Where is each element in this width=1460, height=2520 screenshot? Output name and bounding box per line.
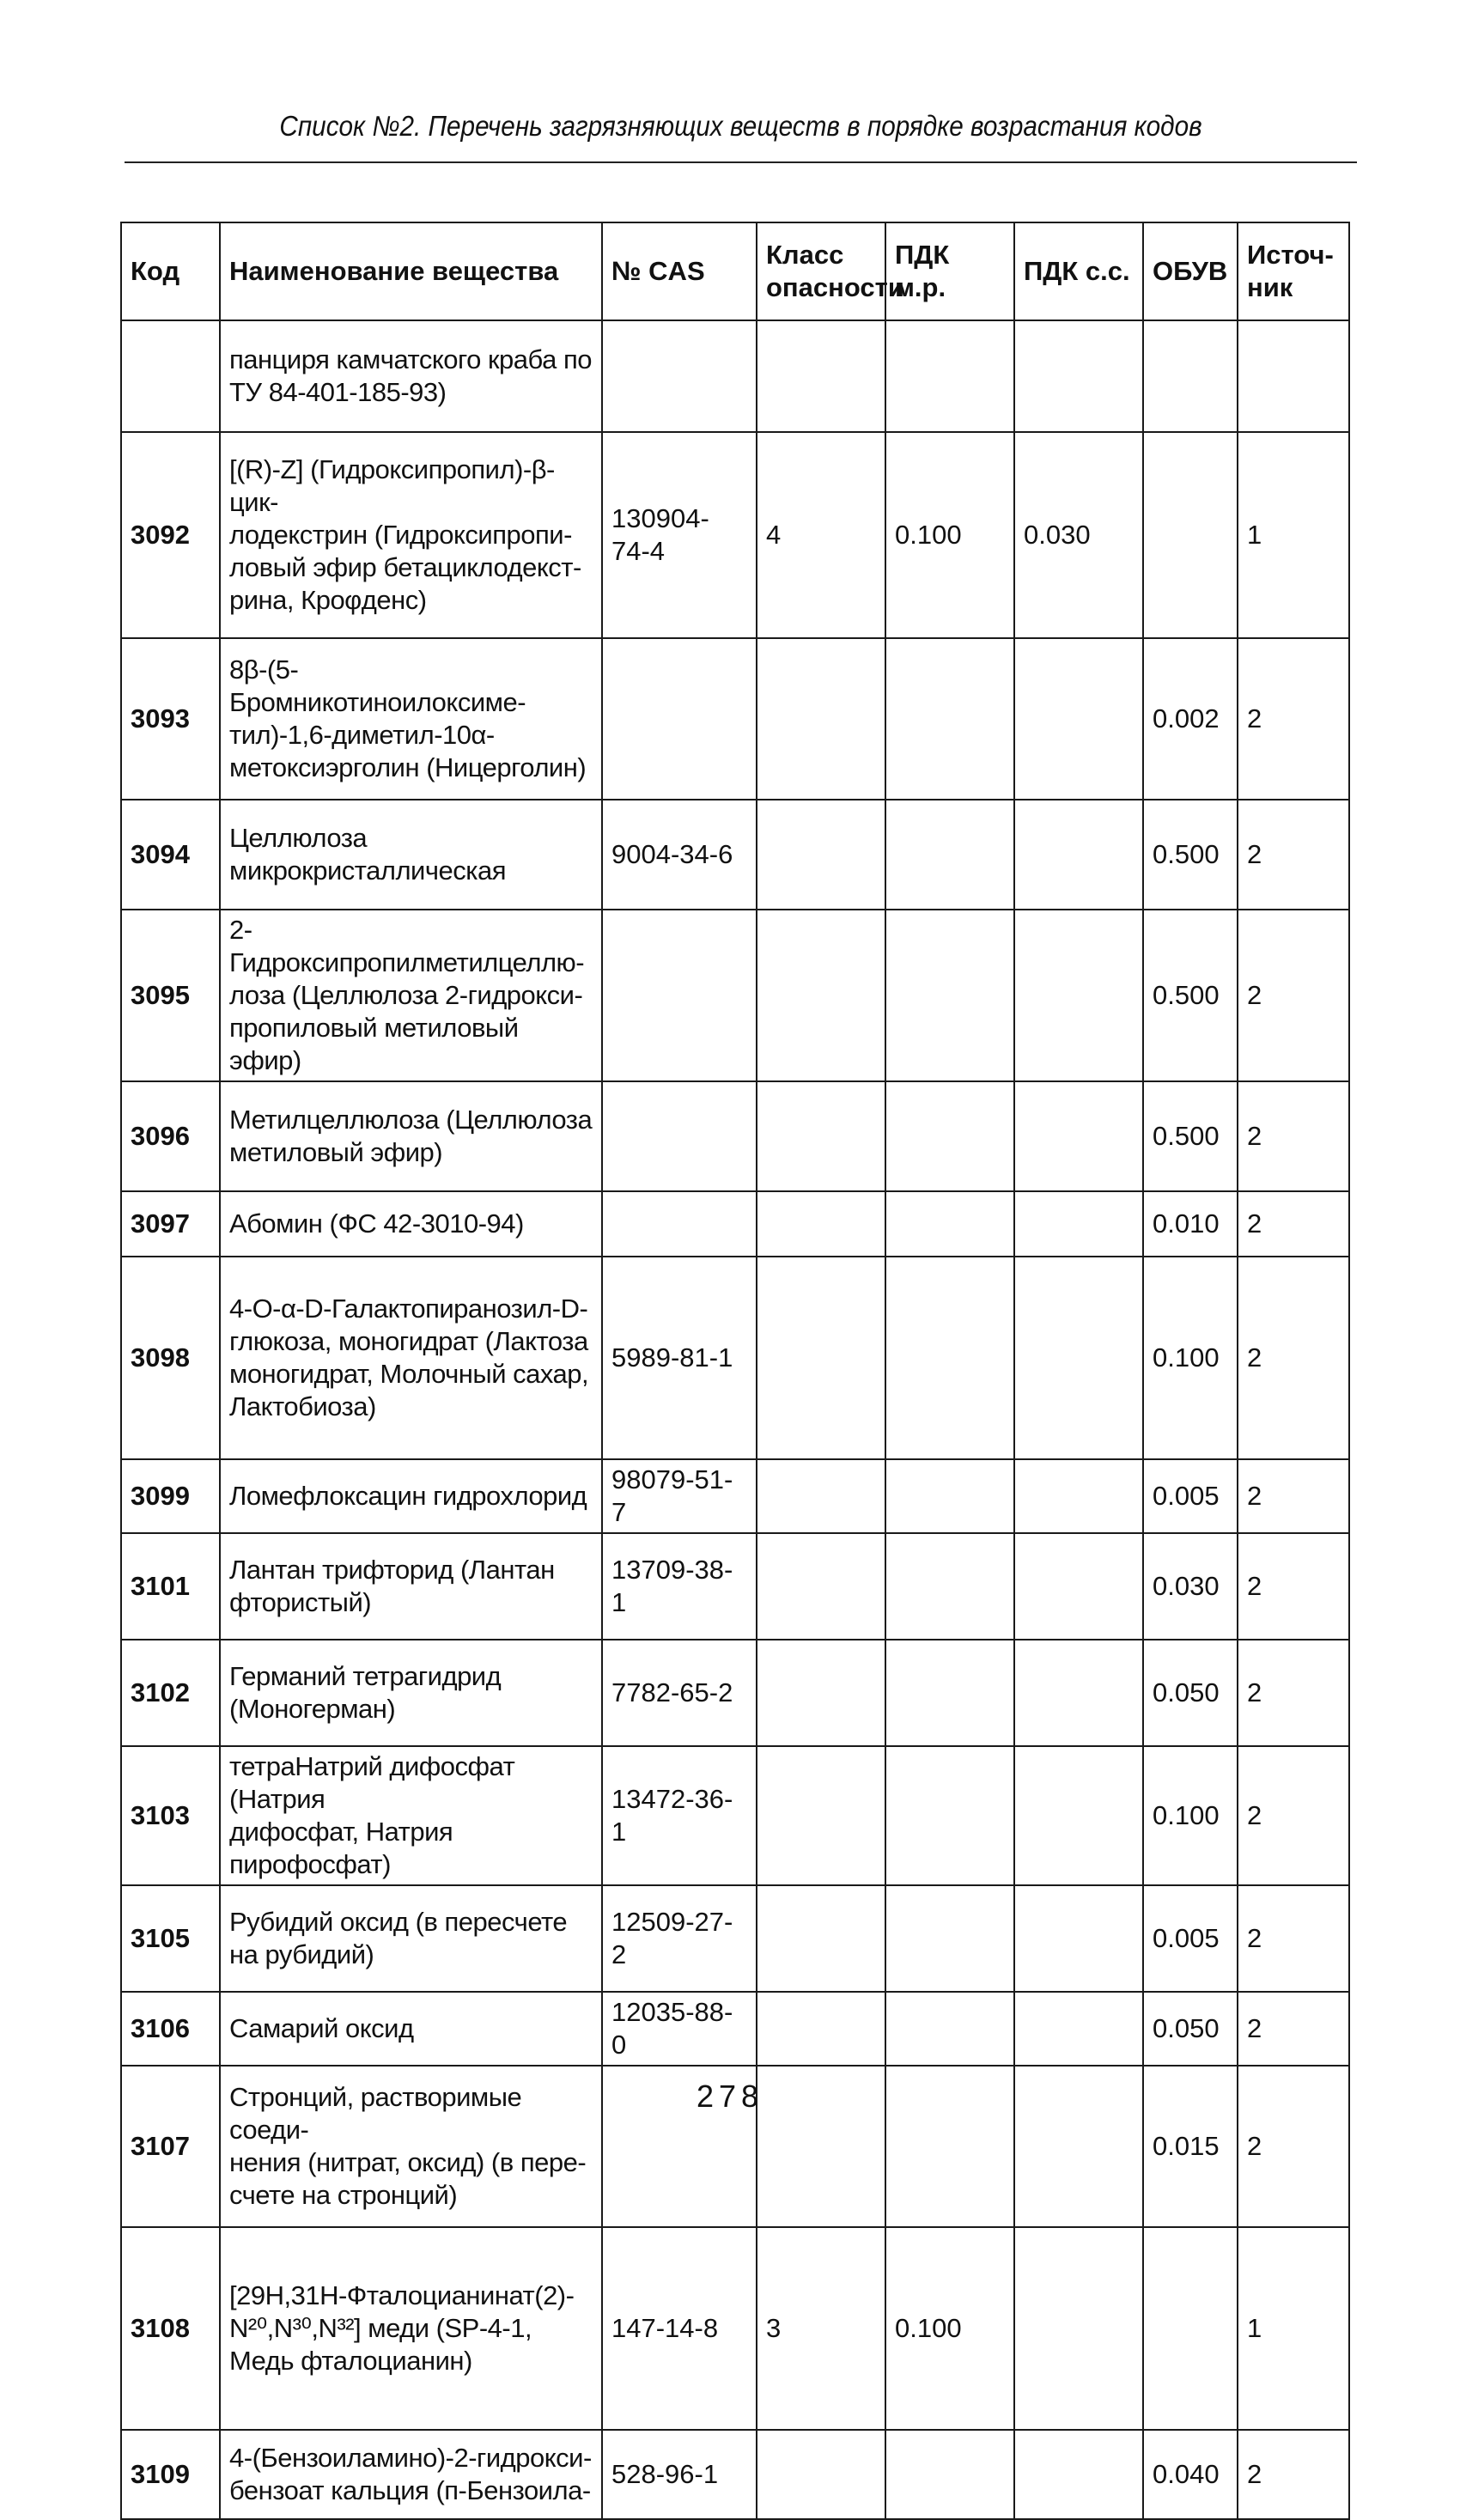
column-header-obuv: ОБУВ [1143,222,1238,320]
table-row [121,1257,1349,1459]
cell-name-line: тил)-1,6-диметил-10α- [229,720,495,750]
cell-name-line: панциря камчатского краба по [229,344,592,374]
cell-name-line: 2-Гидроксипропилметилцеллю- [229,915,585,977]
cell-code: 3109 [121,2430,220,2519]
cell-obuv: 0.050 [1143,1640,1238,1746]
cell-code: 3092 [121,432,220,638]
cell-code: 3098 [121,1257,220,1459]
cell-name-line: фтористый) [229,1587,372,1617]
cell-code: 3094 [121,800,220,910]
cell-cas: 98079-51-7 [602,1459,757,1533]
table-row [121,800,1349,910]
cell-name-line: [(R)-Z] (Гидроксипропил)-β-цик- [229,454,555,517]
cell-pdk-ss [1014,638,1143,800]
table-row [121,1640,1349,1746]
cell-pdk-ss [1014,1746,1143,1885]
cell-obuv: 0.100 [1143,1746,1238,1885]
cell-cas [602,1191,757,1257]
cell-name-line: Самарий оксид [229,2013,414,2043]
cell-pdk-mr [885,638,1014,800]
cell-name [220,1081,602,1191]
cell-hazard-class [757,1885,885,1992]
column-header-name: Наименование вещества [220,222,602,320]
column-header-hazard-class: Класс опасности [757,222,885,320]
cell-obuv [1143,320,1238,432]
cell-cas: 5989-81-1 [602,1257,757,1459]
cell-code: 3107 [121,2066,220,2227]
cell-name-line: рина, Кроφденс) [229,585,427,615]
cell-name [220,1257,602,1459]
cell-cas [602,638,757,800]
cell-obuv: 0.500 [1143,1081,1238,1191]
cell-code [121,320,220,432]
cell-source: 2 [1238,638,1349,800]
cell-name-line: лодекстрин (Гидроксипропи- [229,520,572,550]
cell-pdk-ss [1014,1992,1143,2066]
cell-pdk-mr [885,1459,1014,1533]
cell-name-line: счете на стронций) [229,2180,458,2210]
cell-code: 3093 [121,638,220,800]
cell-name-line: 8β-(5-Бромникотиноилоксиме- [229,654,526,717]
cell-name [220,1533,602,1640]
table-row [121,1533,1349,1640]
cell-name-line: лоза (Целлюлоза 2-гидрокси- [229,980,583,1010]
cell-pdk-ss: 0.030 [1014,432,1143,638]
cell-name [220,1191,602,1257]
cell-name [220,320,602,432]
cell-hazard-class [757,1746,885,1885]
cell-source: 1 [1238,432,1349,638]
cell-pdk-ss [1014,1081,1143,1191]
cell-name-line: бензоат кальция (п-Бензоила- [229,2475,591,2505]
cell-hazard-class [757,1191,885,1257]
cell-pdk-ss [1014,1533,1143,1640]
column-header-pdk-ss: ПДК с.с. [1014,222,1143,320]
cell-obuv: 0.500 [1143,910,1238,1081]
cell-name [220,1885,602,1992]
cell-cas: 9004-34-6 [602,800,757,910]
column-header-source: Источ-ник [1238,222,1349,320]
cell-code: 3097 [121,1191,220,1257]
cell-name-line: нения (нитрат, оксид) (в пере- [229,2147,587,2177]
table-header-row [121,222,1349,320]
table-row [121,1885,1349,1992]
cell-name-line: глюкоза, моногидрат (Лактоза [229,1326,588,1356]
cell-cas: 13472-36-1 [602,1746,757,1885]
cell-name [220,2227,602,2430]
cell-pdk-ss [1014,1191,1143,1257]
table-row [121,432,1349,638]
cell-name-line: Метилцеллюлоза (Целлюлоза [229,1105,593,1135]
table-row [121,1746,1349,1885]
cell-hazard-class [757,320,885,432]
cell-source: 2 [1238,1081,1349,1191]
cell-hazard-class [757,1992,885,2066]
cell-cas [602,320,757,432]
cell-code: 3096 [121,1081,220,1191]
cell-name-line: метиловый эфир) [229,1137,443,1167]
cell-cas: 12509-27-2 [602,1885,757,1992]
cell-name-line: N²⁰,N³⁰,N³²] меди (SP-4-1, [229,2313,532,2343]
cell-pdk-ss [1014,1459,1143,1533]
cell-source: 2 [1238,910,1349,1081]
cell-code: 3095 [121,910,220,1081]
cell-obuv: 0.100 [1143,1257,1238,1459]
cell-name-line: Целлюлоза [229,823,368,853]
table-row [121,1081,1349,1191]
cell-name-line: моногидрат, Молочный сахар, [229,1359,589,1389]
cell-pdk-mr [885,2430,1014,2519]
cell-pdk-mr [885,1992,1014,2066]
cell-pdk-ss [1014,2430,1143,2519]
cell-obuv [1143,2227,1238,2430]
cell-obuv: 0.030 [1143,1533,1238,1640]
cell-name-line: Лантан трифторид (Лантан [229,1555,555,1585]
cell-source: 2 [1238,1257,1349,1459]
page-number: 278 [696,2079,764,2114]
cell-cas: 7782-65-2 [602,1640,757,1746]
cell-cas [602,910,757,1081]
table-row [121,320,1349,432]
column-header-pdk-mr: ПДК м.р. [885,222,1014,320]
header-divider [125,161,1357,163]
substances-table [120,222,1350,2520]
cell-name-line: ловый эфир бетациклодекст- [229,552,581,582]
cell-source: 2 [1238,2430,1349,2519]
table-row [121,1459,1349,1533]
cell-hazard-class [757,1257,885,1459]
cell-pdk-ss [1014,800,1143,910]
cell-source [1238,320,1349,432]
cell-pdk-ss [1014,320,1143,432]
table-row [121,910,1349,1081]
cell-name [220,910,602,1081]
cell-pdk-ss [1014,1640,1143,1746]
cell-name-line: [29H,31H-Фталоцианинат(2)- [229,2280,575,2310]
cell-name [220,1640,602,1746]
cell-pdk-ss [1014,1885,1143,1992]
cell-cas: 13709-38-1 [602,1533,757,1640]
cell-name-line: 4-О-α-D-Галактопиранозил-D- [229,1293,588,1324]
cell-name-line: дифосфат, Натрия пирофосфат) [229,1817,453,1879]
cell-pdk-mr [885,320,1014,432]
cell-cas: 528-96-1 [602,2430,757,2519]
cell-name-line: Германий тетрагидрид [229,1661,502,1691]
cell-code: 3105 [121,1885,220,1992]
cell-obuv: 0.015 [1143,2066,1238,2227]
cell-pdk-mr [885,1885,1014,1992]
table-row [121,1992,1349,2066]
table-row [121,2430,1349,2519]
cell-name-line: 4-(Бензоиламино)-2-гидрокси- [229,2443,592,2473]
cell-source: 2 [1238,1992,1349,2066]
cell-pdk-mr [885,1081,1014,1191]
cell-hazard-class [757,1459,885,1533]
cell-pdk-ss [1014,1257,1143,1459]
cell-pdk-mr [885,800,1014,910]
cell-name [220,800,602,910]
cell-hazard-class: 4 [757,432,885,638]
cell-name-line: метоксиэрголин (Ницерголин) [229,752,587,782]
cell-obuv: 0.010 [1143,1191,1238,1257]
cell-cas: 147-14-8 [602,2227,757,2430]
table-body [121,320,1349,2519]
cell-code: 3101 [121,1533,220,1640]
cell-pdk-mr: 0.100 [885,432,1014,638]
cell-name-line: Ломефлоксацин гидрохлорид [229,1481,587,1511]
cell-name [220,1459,602,1533]
cell-pdk-mr: 0.100 [885,2227,1014,2430]
cell-obuv: 0.050 [1143,1992,1238,2066]
cell-hazard-class [757,1081,885,1191]
cell-source: 2 [1238,1533,1349,1640]
cell-source: 1 [1238,2227,1349,2430]
cell-name [220,2430,602,2519]
cell-source: 2 [1238,800,1349,910]
cell-name-line: Медь фталоцианин) [229,2346,472,2376]
cell-code: 3099 [121,1459,220,1533]
cell-code: 3103 [121,1746,220,1885]
cell-pdk-mr [885,1533,1014,1640]
cell-obuv: 0.040 [1143,2430,1238,2519]
cell-source: 2 [1238,1191,1349,1257]
cell-name-line: тетраНатрий дифосфат (Натрия [229,1751,515,1814]
cell-obuv: 0.005 [1143,1459,1238,1533]
table-row [121,2227,1349,2430]
cell-name [220,638,602,800]
cell-hazard-class [757,910,885,1081]
cell-hazard-class [757,638,885,800]
cell-pdk-mr [885,1640,1014,1746]
cell-pdk-mr [885,1257,1014,1459]
cell-pdk-mr [885,1191,1014,1257]
cell-hazard-class [757,1533,885,1640]
cell-code: 3108 [121,2227,220,2430]
cell-pdk-ss [1014,910,1143,1081]
cell-obuv: 0.005 [1143,1885,1238,1992]
cell-name-line: пропиловый метиловый эфир) [229,1013,519,1075]
cell-name-line: ТУ 84-401-185-93) [229,377,447,407]
cell-source: 2 [1238,1640,1349,1746]
cell-hazard-class [757,800,885,910]
cell-hazard-class [757,1640,885,1746]
cell-obuv: 0.002 [1143,638,1238,800]
cell-pdk-ss [1014,2227,1143,2430]
cell-name [220,1746,602,1885]
cell-cas [602,1081,757,1191]
cell-name [220,1992,602,2066]
cell-pdk-mr [885,910,1014,1081]
cell-source: 2 [1238,1885,1349,1992]
table-row [121,1191,1349,1257]
cell-name-line: Рубидий оксид (в пересчете [229,1907,568,1937]
cell-cas: 130904-74-4 [602,432,757,638]
cell-name-line: Стронций, растворимые соеди- [229,2082,522,2145]
cell-name-line: Лактобиоза) [229,1391,376,1421]
cell-name [220,432,602,638]
table-row [121,638,1349,800]
cell-cas: 12035-88-0 [602,1992,757,2066]
cell-code: 3106 [121,1992,220,2066]
column-header-code: Код [121,222,220,320]
column-header-cas: № CAS [602,222,757,320]
cell-hazard-class [757,2430,885,2519]
cell-source: 2 [1238,2066,1349,2227]
page-header-title: Список №2. Перечень загрязняющих веществ в порядке возрастания кодов [279,110,1202,142]
cell-name-line: на рубидий) [229,1939,374,1969]
cell-name-line: Абомин (ФС 42-3010-94) [229,1208,524,1239]
cell-name-line: микрокристаллическая [229,855,507,886]
cell-name-line: (Моногерман) [229,1694,396,1724]
cell-obuv: 0.500 [1143,800,1238,910]
cell-pdk-mr [885,1746,1014,1885]
cell-source: 2 [1238,1459,1349,1533]
cell-source: 2 [1238,1746,1349,1885]
cell-obuv [1143,432,1238,638]
cell-code: 3102 [121,1640,220,1746]
cell-hazard-class: 3 [757,2227,885,2430]
